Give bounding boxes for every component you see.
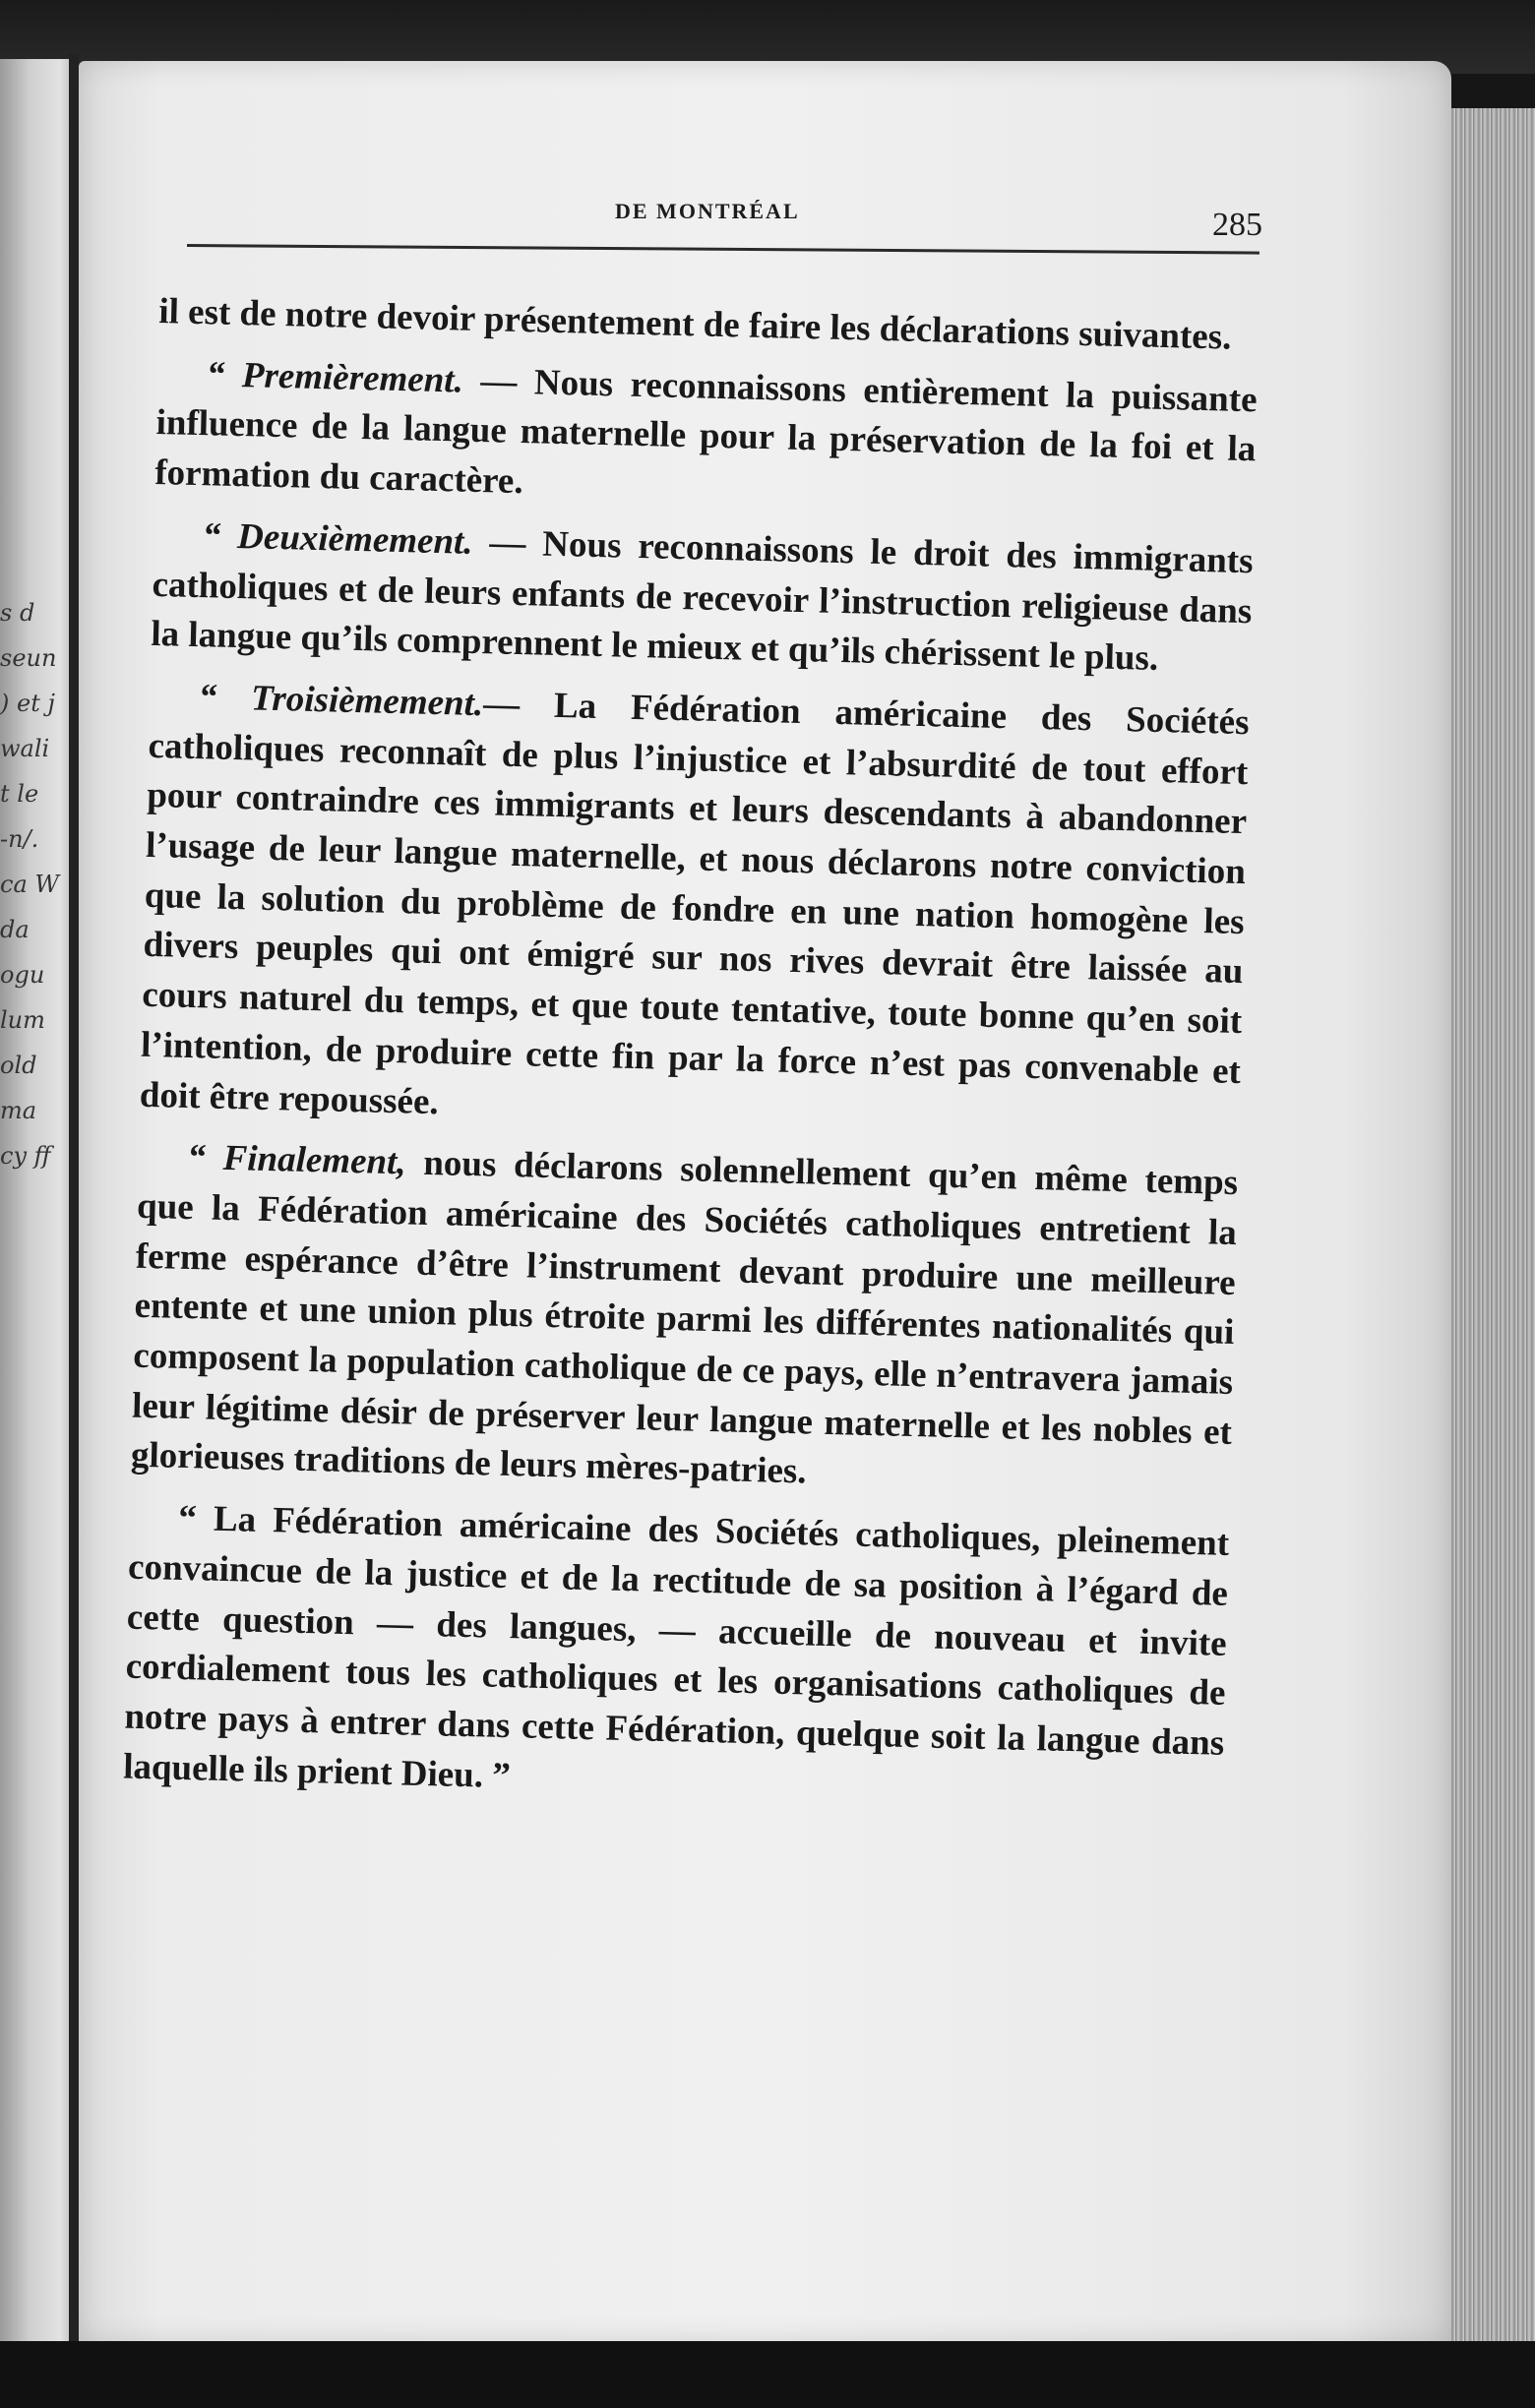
handwritten-margin-notes: s d seun ) et j wali t le -n/. ca W da ogu lum old ma cy ff <box>0 599 60 1170</box>
paragraph-finalement <box>130 1132 1238 1508</box>
paragraph-text: nous déclarons solennellement qu’en même temps que la Fédération américaine des Sociétés catholiques entretient la ferme espérance d’être l’instrument devant produire une meilleure entente et une union plus étroite parmi les différentes nationalités qui composent la population catholique de ce pays, elle n’entravera jamais leur légitime désir de préserver leur langue maternelle et les nobles et glorieuses traditions de leurs mères-patries. <box>130 1142 1239 1492</box>
paragraph-lead: “ Troisièmement. <box>198 677 484 725</box>
paragraph-troisiemement <box>139 672 1250 1148</box>
book-gutter <box>69 54 79 2356</box>
paragraph-text: — La Fédération américaine des Sociétés catholiques reconnaît de plus l’injustice et l’absurdité de tout effort pour contraindre ces immigrants et leurs descendants à abandonner l’usage de leur langue maternelle, et nous déclarons notre conviction que la solution du problème de fondre en une nation homogène les divers peuples qui ont émigré sur nos rives devrait être laissée au cours naturel du temps, et que toute tentative, toute bonne qu’en soit l’intention, de produire cette fin par la force n’est pas convenable et doit être repoussée. <box>139 684 1251 1122</box>
page-number: 285 <box>1212 207 1262 243</box>
facing-page-edge <box>0 59 75 2351</box>
page-edges <box>1446 108 1535 2341</box>
paragraph-text: — Nous reconnaissons le droit des immigrants catholiques et de leurs enfants de recevoir l’instruction religieuse dans la langue qu’ils comprennent le mieux et qu’ils chérissent le plus. <box>150 521 1255 680</box>
paragraph-text: il est de notre devoir présentement de faire les déclarations suivantes. <box>157 290 1232 358</box>
paragraph-deuxiemement <box>151 511 1254 687</box>
paragraph-lead: “ Premièrement. <box>206 353 464 401</box>
running-head: DE MONTRÉAL <box>615 199 800 223</box>
paragraph-text: “ La Fédération américaine des Sociétés catholiques, pleinement convaincue de la justice et de la rectitude de sa position à l’égard de cette question — des langues, — accueille de nouveau et invite cordialement tous les catholiques et les organisations catholiques de notre pays à entrer dans cette Fédération, quelque soit la langue dans laquelle ils prient Dieu. ” <box>122 1498 1230 1796</box>
paragraph-lead: “ Deuxièmement. <box>202 514 474 563</box>
paragraph-text: — Nous reconnaissons entièrement la puissante influence de la langue maternelle pour la préservation de la foi et la formation du caractère. <box>154 360 1259 503</box>
paragraph-premierement <box>154 349 1258 525</box>
body-text <box>122 287 1259 1831</box>
paragraph-federation <box>123 1493 1230 1819</box>
scan-bottom-border <box>0 2341 1535 2408</box>
paragraph-lead: “ Finalement, <box>186 1137 407 1183</box>
